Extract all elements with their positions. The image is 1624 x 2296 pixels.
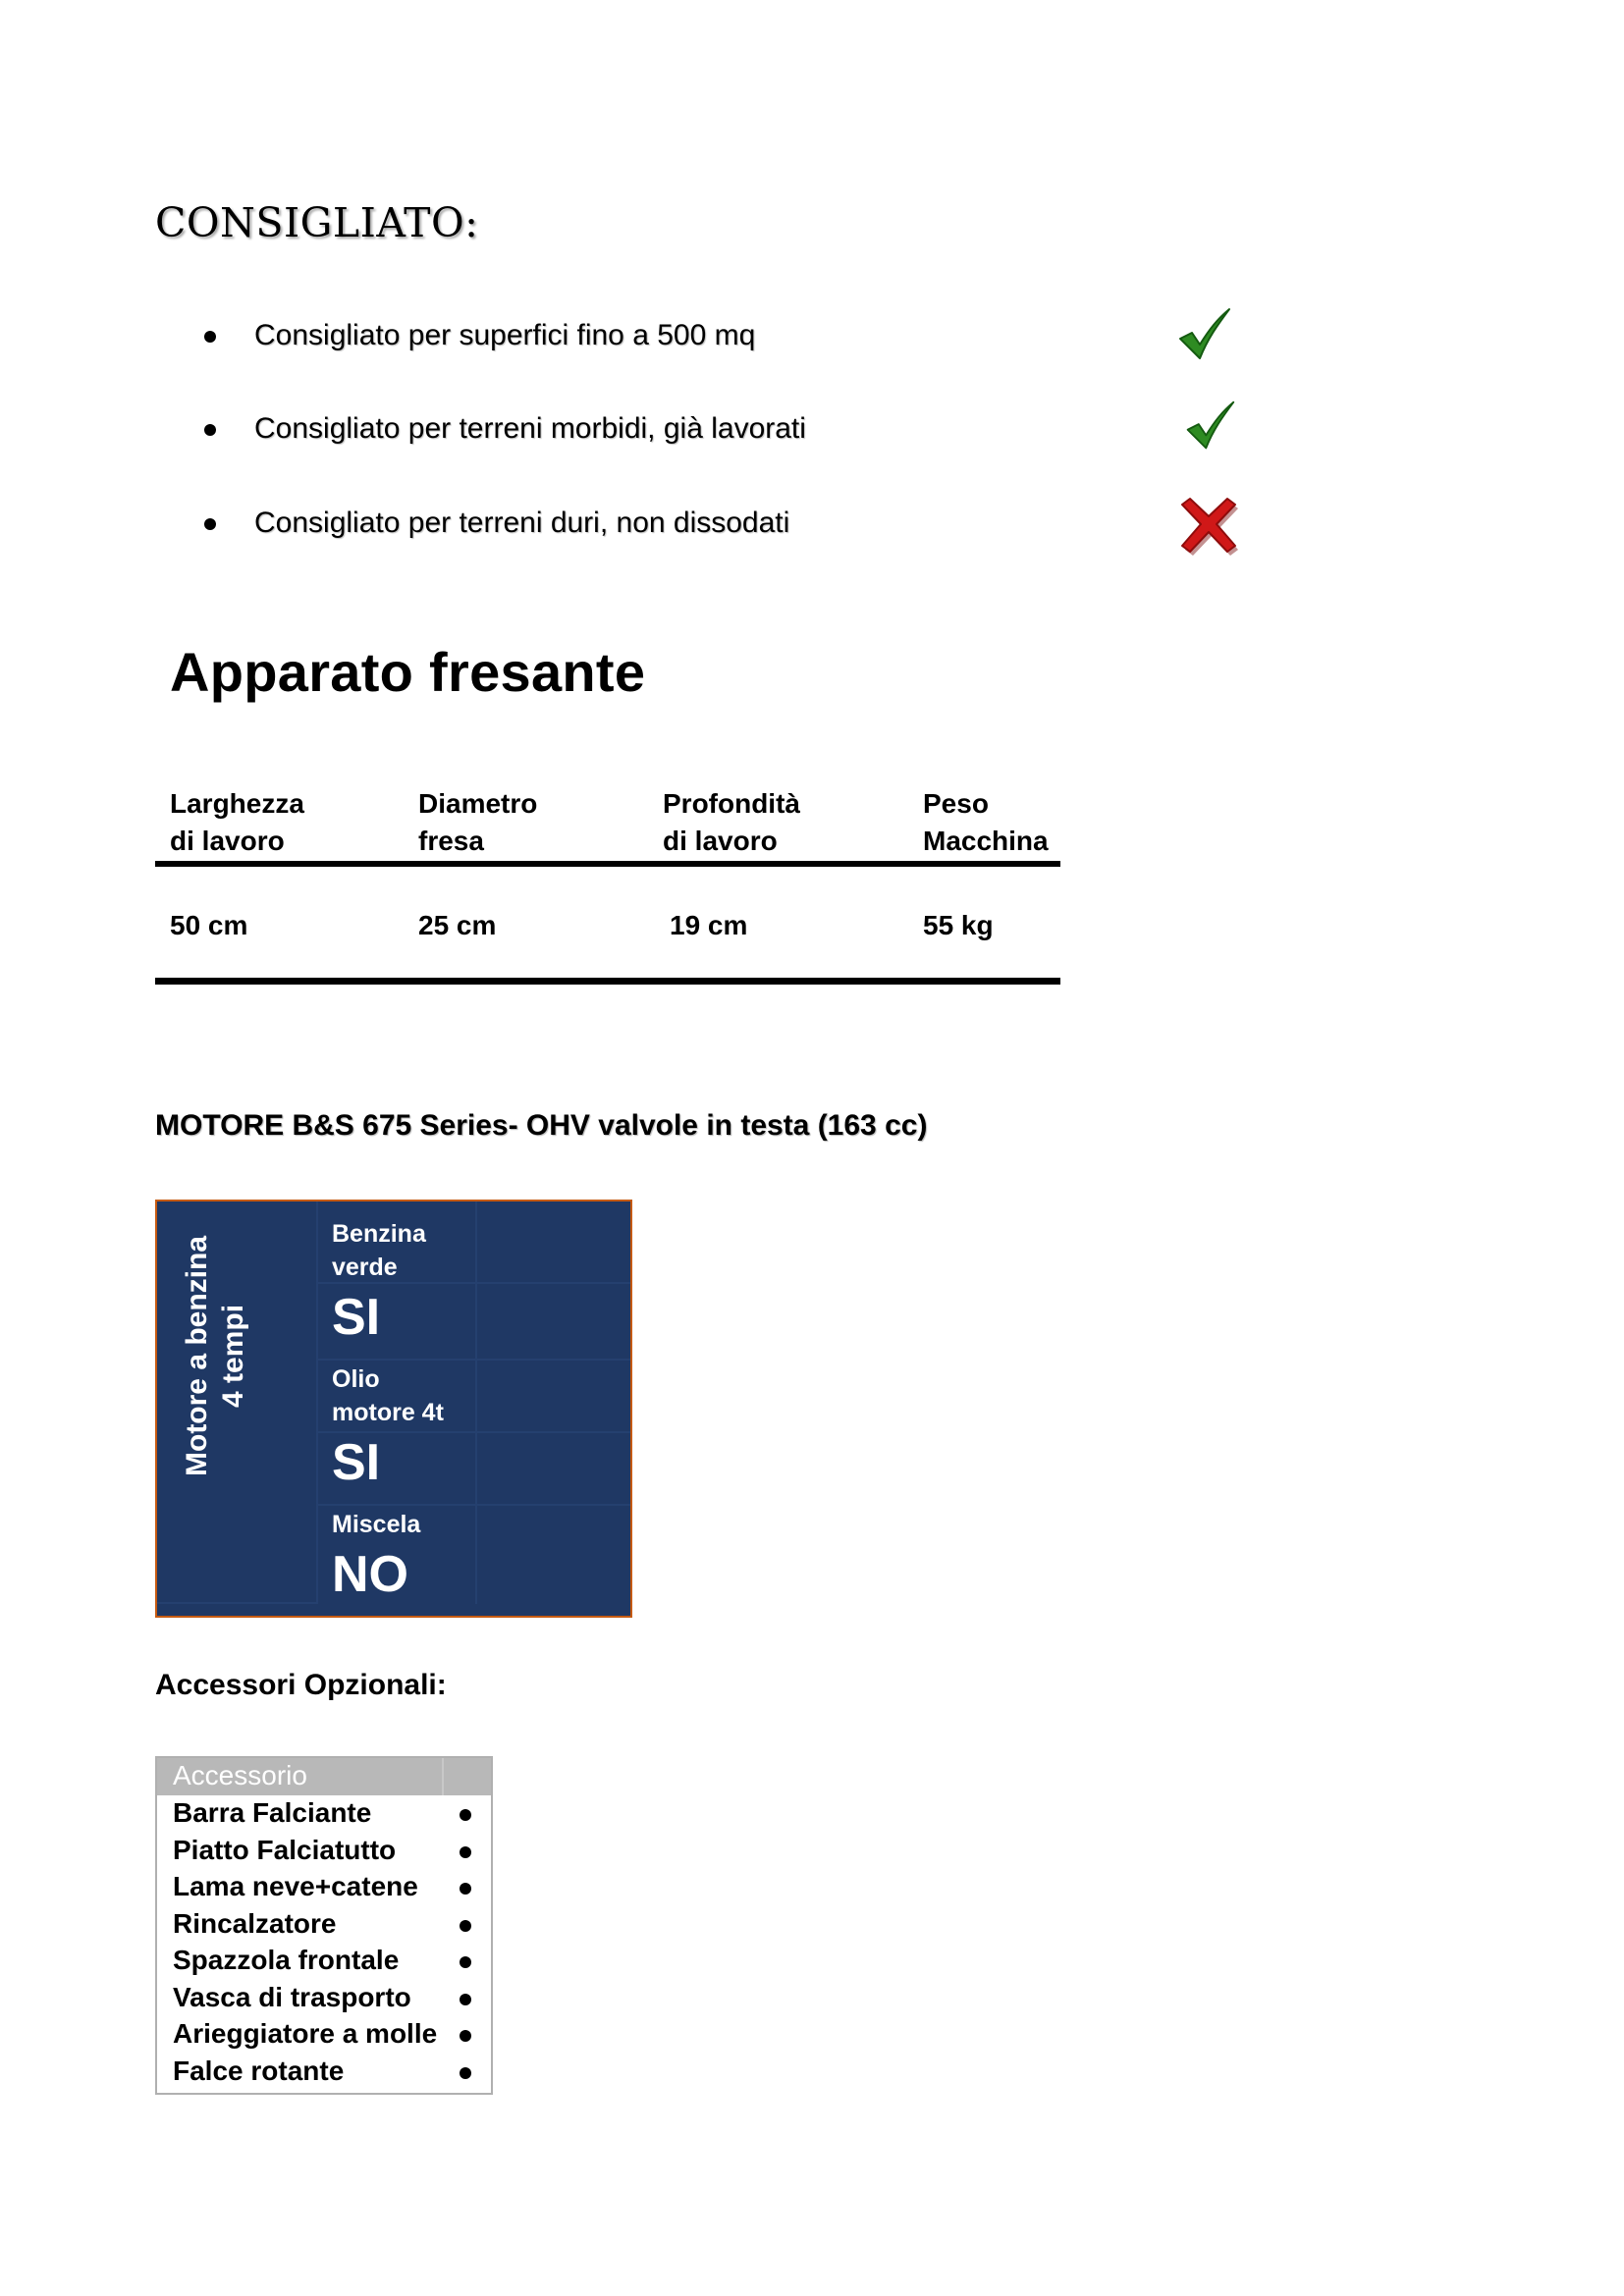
list-item — [0, 497, 1276, 556]
fuel-label-line: Olio — [332, 1365, 380, 1393]
bullet-icon — [204, 331, 216, 343]
bullet-icon — [460, 2030, 471, 2042]
engine-type-line: Motore a benzina — [181, 1235, 213, 1476]
list-item — [0, 309, 1276, 368]
table-row — [157, 2054, 491, 2091]
fuel-label-line: Miscela — [332, 1511, 421, 1538]
accessory-name: Barra Falciante — [173, 1797, 372, 1828]
grid-line — [475, 1201, 477, 1604]
accessories-title: Accessori Opzionali: — [155, 1669, 447, 1701]
bullet-icon — [460, 1846, 471, 1858]
accessory-name: Falce rotante — [173, 2055, 345, 2086]
bullet-icon — [460, 2067, 471, 2079]
list-item-text: Consigliato per superfici fino a 500 mq — [254, 319, 756, 351]
list-item-text: Consigliato per terreni duri, non dissodati — [254, 507, 790, 539]
grid-line — [316, 1201, 318, 1604]
accessory-name: Rincalzatore — [173, 1907, 337, 1939]
fuel-label-line: Benzina — [332, 1220, 426, 1248]
column-header-line: fresa — [418, 826, 484, 856]
recommended-title: CONSIGLIATO: — [155, 199, 479, 246]
checkmark-icon — [1174, 305, 1233, 364]
bullet-icon — [460, 1956, 471, 1968]
column-header-line: di lavoro — [170, 826, 285, 856]
fuel-value: SI — [332, 1434, 381, 1491]
fuel-label — [332, 1217, 426, 1284]
tiller-spec-table — [155, 785, 1060, 991]
engine-title: MOTORE B&S 675 Series- OHV valvole in testa (163 cc) — [155, 1109, 928, 1142]
accessory-name: Vasca di trasporto — [173, 1981, 411, 2012]
table-rule — [155, 861, 1060, 867]
accessory-name: Arieggiatore a molle — [173, 2018, 438, 2049]
table-cell: 19 cm — [670, 910, 748, 940]
bullet-icon — [460, 1883, 471, 1895]
fuel-label-line: verde — [332, 1254, 398, 1281]
table-row — [157, 1943, 491, 1980]
table-row — [157, 1980, 491, 2017]
column-header: Accessorio — [173, 1760, 307, 1790]
grid-line — [157, 1602, 316, 1604]
table-cell: 25 cm — [418, 910, 497, 940]
bullet-icon — [204, 518, 216, 530]
fuel-label-line: motore 4t — [332, 1399, 444, 1426]
table-rule — [155, 978, 1060, 985]
engine-type-line: 4 tempi — [217, 1304, 249, 1408]
list-item — [0, 402, 1276, 461]
bullet-icon — [204, 424, 216, 436]
fuel-label — [332, 1508, 420, 1541]
grid-line — [316, 1359, 632, 1361]
column-header — [663, 785, 800, 860]
table-row — [157, 1795, 491, 1833]
table-cell: 50 cm — [170, 910, 248, 940]
column-separator — [442, 1758, 444, 1795]
engine-type-label — [179, 1236, 251, 1476]
tiller-title: Apparato fresante — [170, 641, 646, 703]
column-header — [418, 785, 537, 860]
engine-spec-box — [155, 1200, 632, 1618]
table-row — [157, 1833, 491, 1870]
checkmark-icon — [1182, 399, 1237, 454]
list-item-text: Consigliato per terreni morbidi, già lavorati — [254, 412, 806, 445]
cross-icon — [1176, 495, 1241, 560]
accessories-table — [155, 1756, 493, 2095]
fuel-label — [332, 1362, 444, 1429]
column-header-line: Larghezza — [170, 788, 304, 819]
column-header-line: Diametro — [418, 788, 538, 819]
accessory-name: Lama neve+catene — [173, 1871, 418, 1901]
table-row — [157, 1906, 491, 1944]
column-header-line: Peso — [923, 788, 989, 819]
accessory-name: Piatto Falciatutto — [173, 1834, 397, 1865]
column-header — [170, 785, 304, 860]
table-row — [157, 2016, 491, 2054]
column-header-line: Profondità — [663, 788, 800, 819]
table-header — [157, 1758, 491, 1795]
column-header — [923, 785, 1049, 860]
fuel-value: SI — [332, 1289, 381, 1346]
bullet-icon — [460, 1809, 471, 1821]
table-cell: 55 kg — [923, 910, 994, 940]
bullet-icon — [460, 1994, 471, 2005]
table-row — [157, 1869, 491, 1906]
accessory-name: Spazzola frontale — [173, 1945, 400, 1975]
column-header-line: Macchina — [923, 826, 1049, 856]
bullet-icon — [460, 1920, 471, 1932]
column-header-line: di lavoro — [663, 826, 778, 856]
grid-line — [316, 1504, 632, 1506]
fuel-value: NO — [332, 1546, 408, 1603]
